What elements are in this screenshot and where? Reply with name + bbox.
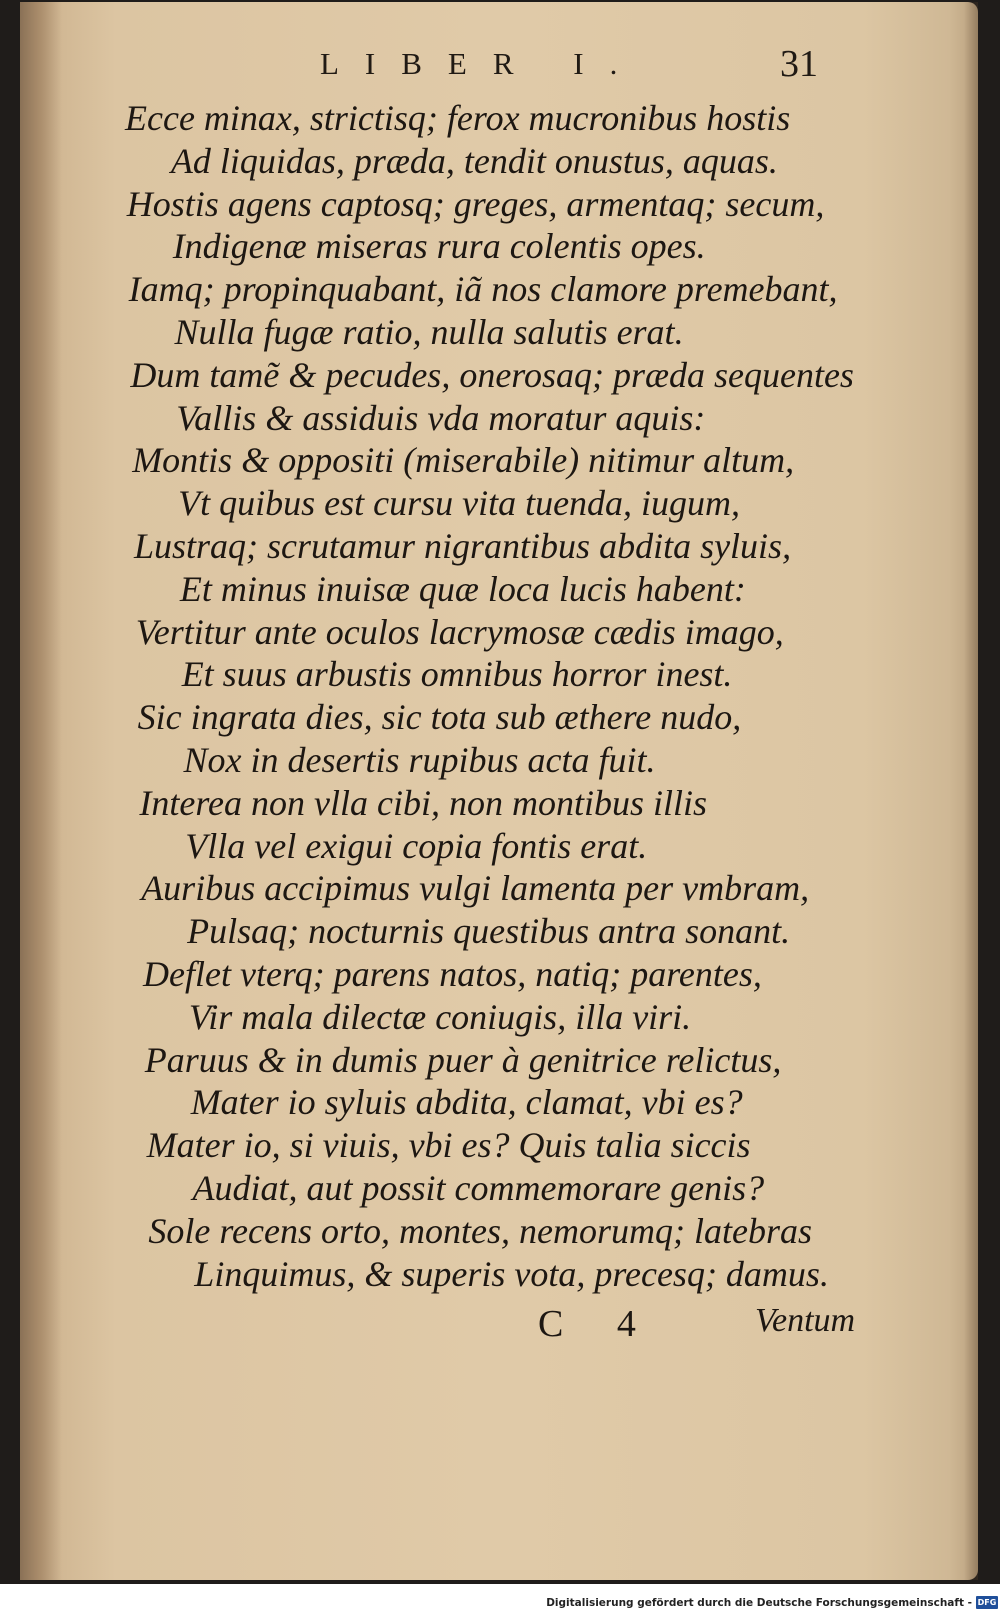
verse-line: Vallis & assiduis vda moratur aquis: bbox=[176, 397, 706, 438]
verse-line: Ad liquidas, præda, tendit onustus, aquas. bbox=[170, 140, 778, 181]
verse-line: Pulsaq; nocturnis questibus antra sonant. bbox=[187, 911, 791, 952]
page-text-block bbox=[20, 2, 978, 1580]
verse-line: Vt quibus est cursu vita tuenda, iugum, bbox=[178, 483, 741, 524]
running-title: LIBER I. bbox=[320, 46, 644, 81]
verse-line: Paruus & in dumis puer à genitrice relictus, bbox=[144, 1039, 782, 1080]
verse-line: Deflet vterq; parens natos, natiq; parentes, bbox=[143, 954, 762, 994]
verse-line: Nulla fugæ ratio, nulla salutis erat. bbox=[174, 312, 684, 352]
verse-line: Et minus inuisæ quæ loca lucis habent: bbox=[179, 568, 746, 609]
verse-line: Mater io, si viuis, vbi es? Quis talia siccis bbox=[146, 1125, 751, 1166]
verse-line: Vlla vel exigui copia fontis erat. bbox=[185, 825, 648, 866]
credit-text: Digitalisierung gefördert durch die Deutsche Forschungsgemeinschaft - bbox=[546, 1596, 972, 1609]
verse-line: Sic ingrata dies, sic tota sub æthere nudo, bbox=[137, 697, 742, 738]
verse-line: Dum tamẽ & pecudes, onerosaq; præda sequentes bbox=[130, 354, 854, 395]
digitization-credit bbox=[546, 1594, 1000, 1611]
verse-line: Et suus arbustis omnibus horror inest. bbox=[181, 654, 733, 695]
verse-line: Hostis agens captosq; greges, armentaq; secum, bbox=[126, 183, 825, 224]
verse-line: Nox in desertis rupibus acta fuit. bbox=[183, 740, 656, 780]
catchword: Ventum bbox=[755, 1302, 856, 1339]
page-number: 31 bbox=[780, 43, 818, 85]
verse-line: Sole recens orto, montes, nemorumq; latebras bbox=[148, 1210, 812, 1251]
verse-line: Vertitur ante oculos lacrymosæ cædis imago, bbox=[135, 611, 784, 652]
verse-line: Interea non vlla cibi, non montibus illis bbox=[139, 782, 708, 823]
verse-line: Vir mala dilectæ coniugis, illa viri. bbox=[188, 996, 692, 1037]
dfg-logo: DFG bbox=[977, 1598, 997, 1607]
verse-line: Lustraq; scrutamur nigrantibus abdita syluis, bbox=[134, 526, 792, 566]
verse-line: Linquimus, & superis vota, precesq; damus. bbox=[194, 1253, 829, 1294]
verse-line: Iamq; propinquabant, iã nos clamore premebant, bbox=[128, 269, 838, 310]
verse-line: Ecce minax, strictisq; ferox mucronibus hostis bbox=[125, 98, 791, 138]
verse-line: Mater io syluis abdita, clamat, vbi es? bbox=[190, 1082, 743, 1123]
verse-line: Montis & oppositi (miserabile) nitimur altum, bbox=[132, 440, 795, 481]
verse-line: Audiat, aut possit commemorare genis? bbox=[192, 1168, 765, 1208]
verse-line: Indigenæ miseras rura colentis opes. bbox=[172, 226, 706, 267]
verse-line: Auribus accipimus vulgi lamenta per vmbram, bbox=[141, 868, 810, 909]
book-page bbox=[20, 2, 978, 1580]
signature-mark: C 4 bbox=[538, 1303, 658, 1345]
